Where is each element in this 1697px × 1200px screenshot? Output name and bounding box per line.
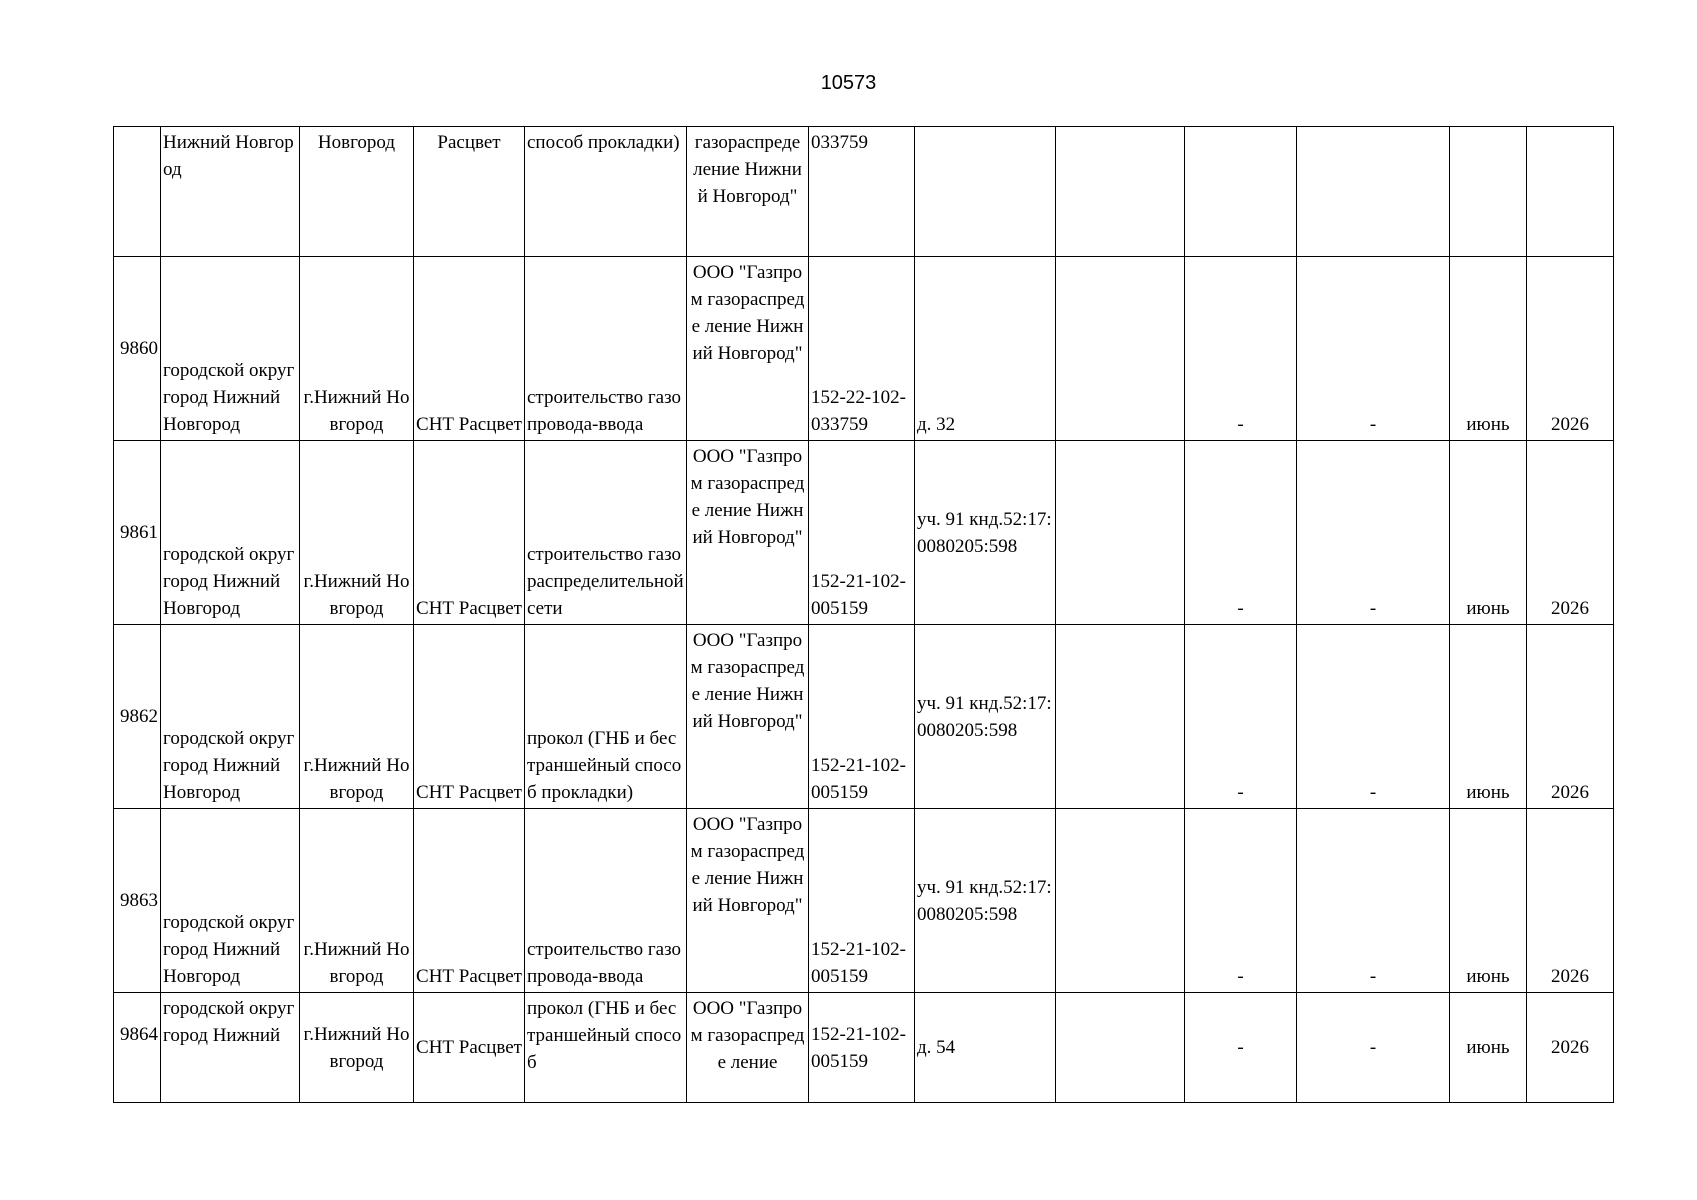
- empty-cell: [1056, 625, 1185, 809]
- work-type-text: строительство газопровода-ввода: [527, 939, 681, 987]
- month-cell: июнь: [1450, 993, 1527, 1103]
- year-cell: 2026: [1527, 625, 1614, 809]
- locality-text: Новгород: [317, 132, 396, 153]
- work-type-cell: [525, 441, 687, 625]
- organization-cell: [687, 993, 809, 1103]
- empty-cell: [1056, 127, 1185, 257]
- work-type-text: прокол (ГНБ и бестраншейный способ прокладки): [527, 728, 682, 803]
- organization-cell: [687, 809, 809, 993]
- work-type-text: строительство газопровода-ввода: [527, 387, 681, 435]
- locality-cell: [300, 127, 414, 257]
- locality-text: г.Нижний Новгород: [303, 571, 410, 619]
- table-row: [114, 441, 1614, 625]
- organization-text: ООО "Газпром газораспреде ление Нижний Новгород": [690, 630, 805, 732]
- empty-cell: [1056, 257, 1185, 441]
- object-cell: [414, 441, 525, 625]
- municipality-cell: [161, 993, 300, 1103]
- table-row: [114, 257, 1614, 441]
- registry-number-text: 152-21-102-005159: [811, 755, 906, 803]
- empty-cell: [1056, 809, 1185, 993]
- municipality-cell: [161, 257, 300, 441]
- organization-cell: [687, 257, 809, 441]
- dash-cell: -: [1297, 625, 1450, 809]
- empty-cell: [1056, 993, 1185, 1103]
- dash-cell: -: [1185, 809, 1297, 993]
- month-cell: июнь: [1450, 809, 1527, 993]
- work-type-text: способ прокладки): [527, 132, 680, 153]
- dash-cell: -: [1185, 441, 1297, 625]
- dash-cell: -: [1297, 257, 1450, 441]
- organization-cell: [687, 127, 809, 257]
- object-cell: [414, 127, 525, 257]
- address-cell: [915, 257, 1056, 441]
- municipality-cell: [161, 809, 300, 993]
- municipality-text: городской округ город Нижний Новгород: [163, 912, 295, 987]
- registry-number-cell: [809, 809, 915, 993]
- object-cell: [414, 625, 525, 809]
- locality-cell: [300, 257, 414, 441]
- locality-cell: [300, 809, 414, 993]
- year-cell: 2026: [1527, 993, 1614, 1103]
- municipality-text: городской округ город Нижний Новгород: [163, 728, 295, 803]
- month-cell: июнь: [1450, 257, 1527, 441]
- registry-number-text: 152-21-102-005159: [811, 571, 906, 619]
- dash-cell: -: [1297, 809, 1450, 993]
- object-text: СНТ Расцвет: [416, 782, 522, 803]
- object-text: СНТ Расцвет: [416, 966, 522, 987]
- row-number: 9861: [114, 441, 161, 625]
- organization-text: ООО "Газпром газораспреде ление: [690, 998, 805, 1073]
- registry-number-cell: [809, 625, 915, 809]
- row-number: 9863: [114, 809, 161, 993]
- address-text: д. 54: [917, 1037, 956, 1058]
- page-number: 10573: [820, 72, 877, 94]
- object-text: СНТ Расцвет: [416, 414, 522, 435]
- municipality-text: городской округ город Нижний Новгород: [163, 360, 295, 435]
- address-text: уч. 91 кнд.52:17:0080205:598: [917, 876, 1052, 925]
- dash-cell: -: [1185, 993, 1297, 1103]
- registry-number-cell: [809, 441, 915, 625]
- month-cell: июнь: [1450, 625, 1527, 809]
- address-cell: [915, 441, 1056, 625]
- object-text: СНТ Расцвет: [416, 1037, 522, 1058]
- object-text: Расцвет: [437, 132, 501, 153]
- organization-text: ООО "Газпром газораспреде ление Нижний Новгород": [690, 262, 805, 364]
- locality-cell: [300, 993, 414, 1103]
- locality-cell: [300, 625, 414, 809]
- object-text: СНТ Расцвет: [416, 598, 522, 619]
- address-text: уч. 91 кнд.52:17:0080205:598: [917, 508, 1052, 557]
- table-row: [114, 625, 1614, 809]
- work-type-cell: [525, 625, 687, 809]
- registry-number-cell: [809, 257, 915, 441]
- organization-text: ООО "Газпром газораспреде ление Нижний Новгород": [690, 814, 805, 916]
- address-cell: [915, 809, 1056, 993]
- object-cell: [414, 809, 525, 993]
- row-number: 9862: [114, 625, 161, 809]
- object-cell: [414, 993, 525, 1103]
- organization-cell: [687, 625, 809, 809]
- organization-cell: [687, 441, 809, 625]
- row-number: 9864: [114, 993, 161, 1103]
- address-cell: [915, 625, 1056, 809]
- organization-text: газораспреде ление Нижний Новгород": [693, 132, 802, 207]
- municipality-cell: [161, 441, 300, 625]
- work-type-cell: [525, 809, 687, 993]
- address-text: д. 32: [917, 414, 956, 435]
- address-text: уч. 91 кнд.52:17:0080205:598: [917, 692, 1052, 741]
- month-cell: июнь: [1450, 441, 1527, 625]
- year-cell: 2026: [1527, 809, 1614, 993]
- registry-table: [113, 126, 1614, 1103]
- registry-number-cell: [809, 127, 915, 257]
- row-number: 9860: [114, 257, 161, 441]
- registry-number-text: 152-22-102-033759: [811, 387, 906, 435]
- municipality-text: городской округ город Нижний: [163, 998, 295, 1046]
- dash-cell: [1297, 127, 1450, 257]
- locality-text: г.Нижний Новгород: [303, 1023, 410, 1072]
- work-type-cell: [525, 993, 687, 1103]
- dash-cell: -: [1297, 441, 1450, 625]
- dash-cell: [1185, 127, 1297, 257]
- month-cell: [1450, 127, 1527, 257]
- row-number: [114, 127, 161, 257]
- locality-text: г.Нижний Новгород: [303, 755, 410, 803]
- registry-number-cell: [809, 993, 915, 1103]
- registry-number-text: 152-21-102-005159: [811, 1023, 906, 1072]
- work-type-cell: [525, 127, 687, 257]
- table-row: [114, 127, 1614, 257]
- dash-cell: -: [1185, 625, 1297, 809]
- municipality-text: городской округ город Нижний Новгород: [163, 544, 295, 619]
- address-cell: [915, 993, 1056, 1103]
- locality-cell: [300, 441, 414, 625]
- year-cell: [1527, 127, 1614, 257]
- organization-text: ООО "Газпром газораспреде ление Нижний Новгород": [690, 446, 805, 548]
- locality-text: г.Нижний Новгород: [303, 939, 410, 987]
- table-row: [114, 993, 1614, 1103]
- work-type-text: строительство газораспределительной сети: [527, 544, 684, 619]
- object-cell: [414, 257, 525, 441]
- locality-text: г.Нижний Новгород: [303, 387, 410, 435]
- address-cell: [915, 127, 1056, 257]
- table-row: [114, 809, 1614, 993]
- work-type-text: прокол (ГНБ и бестраншейный способ: [527, 998, 682, 1073]
- registry-number-text: 033759: [811, 132, 868, 153]
- municipality-text: Нижний Новгород: [163, 132, 294, 180]
- work-type-cell: [525, 257, 687, 441]
- dash-cell: -: [1185, 257, 1297, 441]
- year-cell: 2026: [1527, 257, 1614, 441]
- municipality-cell: [161, 127, 300, 257]
- registry-number-text: 152-21-102-005159: [811, 939, 906, 987]
- municipality-cell: [161, 625, 300, 809]
- year-cell: 2026: [1527, 441, 1614, 625]
- dash-cell: -: [1297, 993, 1450, 1103]
- empty-cell: [1056, 441, 1185, 625]
